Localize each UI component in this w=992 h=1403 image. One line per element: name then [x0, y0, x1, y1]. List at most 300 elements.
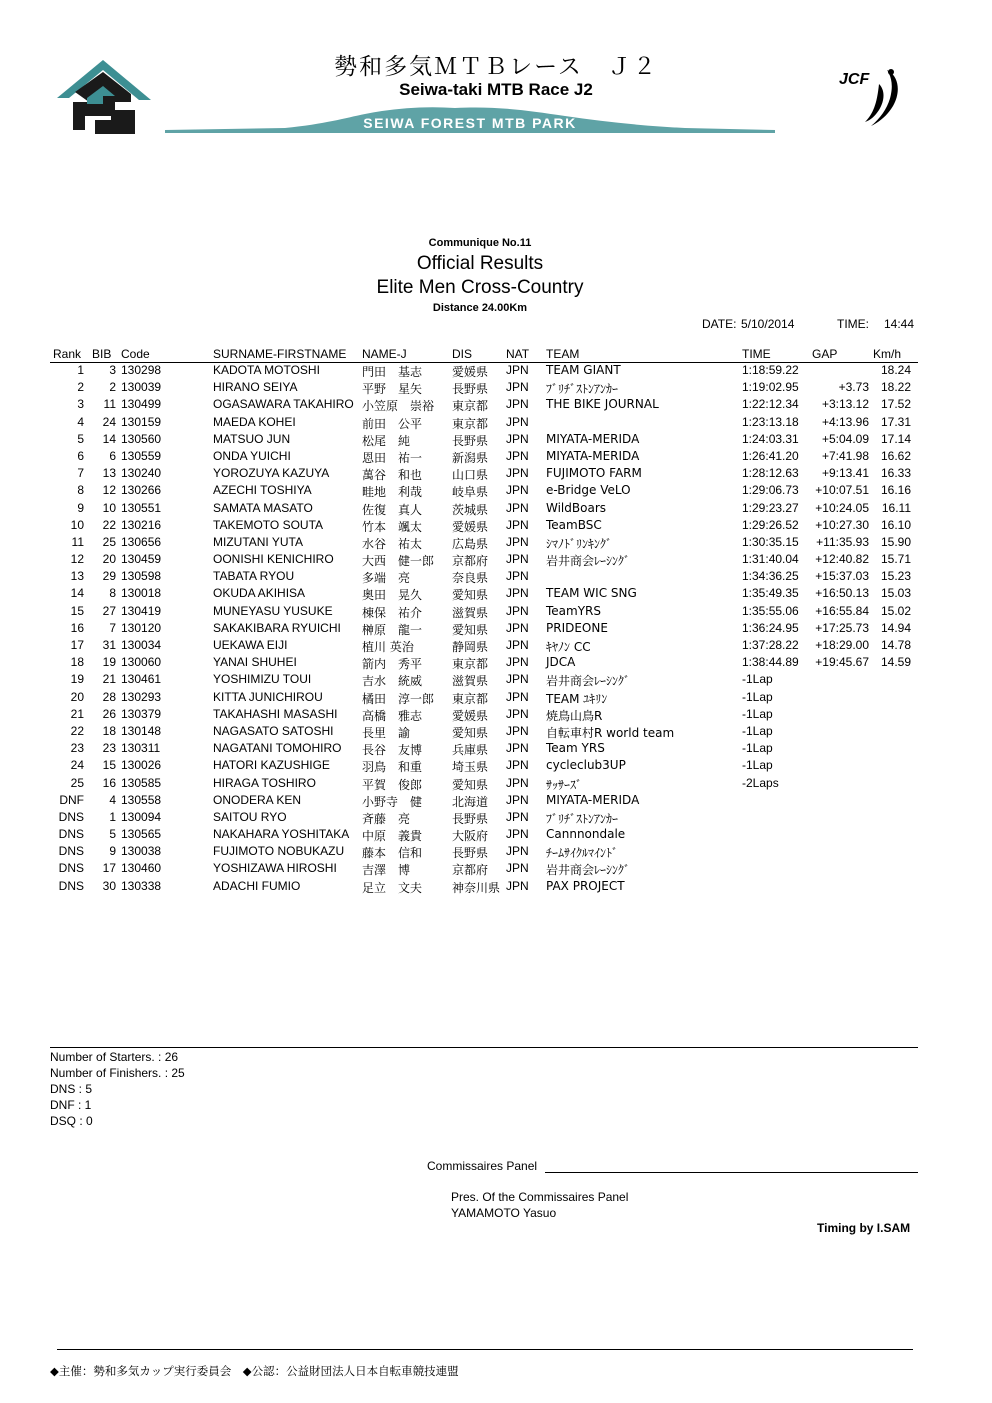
cell-time: 1:26:41.20: [742, 448, 799, 463]
table-row: [50, 776, 918, 793]
cell-team: ｻｯｻｰｽﾞ: [546, 777, 583, 792]
cell-team: ｼﾏﾉﾄﾞﾘﾝｷﾝｸﾞ: [546, 536, 613, 551]
cell-team: 岩井商会ﾚｰｼﾝｸﾞ: [546, 554, 631, 569]
mountain-banner: [165, 104, 775, 134]
cell-time: 1:29:26.52: [742, 517, 799, 532]
cell-team: e-Bridge VeLO: [546, 483, 631, 498]
cell-rank: 24: [70, 758, 84, 773]
cell-bib: 15: [102, 758, 116, 773]
cell-team: JDCA: [546, 655, 576, 670]
cell-name-j: 植川 英治: [362, 640, 414, 654]
cell-time: 1:29:23.27: [742, 500, 799, 515]
table-row: [50, 397, 918, 414]
cell-name: MIZUTANI YUTA: [213, 534, 303, 549]
cell-time: 1:19:02.95: [742, 380, 799, 395]
cell-dis: 京都府: [452, 554, 489, 569]
cell-code: 130148: [121, 723, 162, 738]
table-row: [50, 449, 918, 466]
cell-name: NAKAHARA YOSHITAKA: [213, 827, 350, 842]
cell-kmh: 16.11: [881, 500, 911, 515]
cell-time: 1:31:40.04: [742, 552, 799, 567]
cell-dis: 愛知県: [452, 622, 489, 637]
cell-rank: 8: [77, 483, 84, 498]
cell-dis: 大阪府: [452, 829, 489, 844]
summary-divider: [50, 1047, 918, 1048]
cell-gap: +3:13.12: [821, 397, 869, 412]
cell-rank: 4: [77, 414, 84, 429]
cell-time: -1Lap: [742, 706, 773, 721]
col-time: TIME: [742, 347, 771, 361]
cell-team: THE BIKE JOURNAL: [546, 397, 659, 412]
table-row: [50, 861, 918, 878]
cell-team: MIYATA-MERIDA: [546, 792, 640, 807]
cell-code: 130298: [121, 363, 162, 377]
cell-name: FUJIMOTO NOBUKAZU: [213, 844, 345, 859]
cell-nat: JPN: [506, 775, 529, 790]
col-name-j: NAME-J: [362, 347, 407, 361]
cell-name-j: 長谷 友博: [362, 743, 423, 758]
cell-dis: 愛媛県: [452, 365, 489, 379]
cell-code: 130034: [121, 638, 162, 652]
cell-nat: JPN: [506, 861, 529, 876]
cell-name: ONDA YUICHI: [213, 448, 291, 463]
cell-name: KITTA JUNICHIROU: [213, 689, 323, 704]
cell-bib: 16: [102, 775, 116, 790]
cell-team: 岩井商会ﾚｰｼﾝｸﾞ: [546, 863, 631, 878]
cell-code: 130419: [121, 603, 162, 618]
cell-code: 130551: [121, 500, 162, 515]
cell-team: FUJIMOTO FARM: [546, 466, 642, 481]
cell-code: 130499: [121, 397, 162, 412]
cell-bib: 5: [109, 827, 116, 842]
cell-time: 1:35:49.35: [742, 586, 799, 601]
cell-dis: 茨城県: [452, 502, 489, 517]
table-row: [50, 724, 918, 741]
starters-count: Number of Starters. : 26: [50, 1050, 179, 1064]
cell-nat: JPN: [506, 809, 529, 824]
cell-time: 1:18:59.22: [742, 363, 799, 377]
cell-team: Team YRS: [546, 741, 605, 756]
cell-name-j: 平野 星矢: [362, 382, 423, 397]
cell-nat: JPN: [506, 500, 529, 515]
cell-bib: 1: [109, 809, 116, 824]
cell-name: NAGATANI TOMOHIRO: [213, 741, 342, 756]
cell-code: 130094: [121, 809, 162, 824]
table-row: [50, 552, 918, 569]
cell-name-j: 橘田 淳一郎: [362, 691, 435, 706]
cell-rank: 18: [70, 655, 84, 670]
cell-name-j: 高橋 雅志: [362, 708, 423, 723]
cell-gap: +16:50.13: [815, 586, 869, 601]
cell-gap: +12:40.82: [815, 552, 869, 567]
cell-time: 1:29:06.73: [742, 483, 799, 498]
cell-gap: +7:41.98: [821, 448, 869, 463]
cell-name: OONISHI KENICHIRO: [213, 552, 334, 567]
commissaires-panel-label: Commissaires Panel: [427, 1159, 538, 1173]
cell-kmh: 16.33: [880, 466, 911, 481]
finishers-count: Number of Finishers. : 25: [50, 1066, 185, 1080]
cell-name-j: 小笠原 崇裕: [362, 399, 435, 414]
cell-code: 130026: [121, 758, 162, 773]
cell-team: TEAM WIC SNG: [546, 586, 637, 601]
cell-name: SAITOU RYO: [213, 809, 287, 824]
cell-name: AZECHI TOSHIYA: [213, 483, 312, 498]
cell-nat: JPN: [506, 586, 529, 601]
cell-team: WildBoars: [546, 500, 606, 515]
cell-dis: 岐阜県: [452, 485, 489, 500]
cell-team: 焼鳥山鳥R: [546, 708, 603, 723]
cell-rank: 15: [70, 603, 84, 618]
cell-name: YANAI SHUHEI: [213, 655, 297, 670]
cell-team: PAX PROJECT: [546, 878, 625, 893]
cell-dis: 長野県: [452, 433, 489, 448]
cell-bib: 14: [102, 431, 116, 446]
table-row: [50, 483, 918, 500]
cell-bib: 12: [102, 483, 116, 498]
cell-rank: DNF: [59, 792, 84, 807]
cell-time: 1:36:24.95: [742, 620, 799, 635]
cell-nat: JPN: [506, 483, 529, 498]
cell-name-j: 吉澤 博: [362, 863, 411, 878]
cell-dis: 長野県: [452, 811, 489, 826]
cell-name: TABATA RYOU: [213, 569, 295, 584]
cell-bib: 4: [109, 792, 116, 807]
president-name: YAMAMOTO Yasuo: [451, 1206, 557, 1220]
footer-divider: [57, 1349, 913, 1350]
cell-time: -1Lap: [742, 689, 773, 704]
cell-name-j: 斉藤 亮: [362, 811, 411, 826]
cell-rank: DNS: [58, 827, 84, 842]
cell-kmh: 17.14: [880, 431, 911, 446]
cell-rank: 14: [70, 586, 84, 601]
table-row: [50, 586, 918, 603]
table-row: [50, 604, 918, 621]
table-header: [50, 347, 918, 363]
cell-bib: 2: [109, 380, 116, 395]
cell-kmh: 14.78: [880, 638, 911, 652]
cell-kmh: 15.23: [880, 569, 911, 584]
cell-name-j: 松尾 純: [362, 433, 411, 448]
cell-bib: 18: [102, 723, 116, 738]
cell-gap: +10:27.30: [815, 517, 869, 532]
cell-name-j: 門田 基志: [362, 365, 423, 379]
cell-name-j: 佐復 真人: [362, 502, 423, 517]
cell-gap: +11:35.93: [816, 534, 869, 549]
col-rank: Rank: [53, 347, 82, 361]
cell-nat: JPN: [506, 638, 529, 652]
cell-nat: JPN: [506, 758, 529, 773]
cell-dis: 滋賀県: [452, 674, 489, 689]
cell-dis: 愛媛県: [452, 519, 489, 534]
cell-name-j: 畦地 利哉: [362, 485, 423, 500]
cell-team: TeamBSC: [546, 517, 602, 532]
cell-nat: JPN: [506, 723, 529, 738]
cell-time: 1:34:36.25: [742, 569, 799, 584]
cell-name-j: 奥田 晃久: [362, 588, 423, 603]
cell-team: ﾌﾞﾘﾁﾞｽﾄﾝｱﾝｶｰ: [546, 382, 619, 397]
cell-team: ﾌﾞﾘﾁﾞｽﾄﾝｱﾝｶｰ: [546, 811, 619, 826]
cell-nat: JPN: [506, 466, 529, 481]
cell-rank: 2: [77, 380, 84, 395]
cell-time: 1:30:35.15: [742, 534, 799, 549]
race-distance: Distance 24.00Km: [432, 302, 528, 314]
event-title-en: Seiwa-taki MTB Race J2: [399, 80, 593, 99]
col-nat: NAT: [506, 347, 530, 361]
jcf-logo-text: JCF: [839, 71, 870, 88]
cell-dis: 長野県: [452, 846, 489, 861]
table-row: [50, 879, 918, 896]
cell-name: OGASAWARA TAKAHIRO: [213, 397, 354, 412]
cell-nat: JPN: [506, 534, 529, 549]
cell-time: 1:37:28.22: [742, 638, 799, 652]
cell-name-j: 羽鳥 和重: [362, 760, 423, 775]
cell-name: MUNEYASU YUSUKE: [213, 603, 333, 618]
table-row: [50, 638, 918, 655]
cell-team: TEAM ﾕｷﾘﾝ: [546, 691, 608, 706]
cell-nat: JPN: [506, 363, 529, 377]
cell-gap: +19:45.67: [815, 655, 869, 670]
cell-rank: 23: [70, 741, 84, 756]
president-label: Pres. Of the Commissaires Panel: [451, 1190, 629, 1204]
cell-bib: 22: [102, 517, 116, 532]
cell-code: 130461: [121, 672, 162, 687]
cell-bib: 3: [109, 363, 116, 377]
cell-bib: 27: [102, 603, 116, 618]
cell-team: MIYATA-MERIDA: [546, 448, 640, 463]
col-team: TEAM: [546, 347, 580, 361]
table-row: [50, 380, 918, 397]
banner-text: SEIWA FOREST MTB PARK: [363, 115, 577, 131]
cell-dis: 兵庫県: [452, 743, 489, 758]
cell-dis: 長野県: [452, 382, 489, 397]
cell-name: HIRAGA TOSHIRO: [213, 775, 316, 790]
cell-time: 1:23:13.18: [742, 414, 799, 429]
cell-gap: +16:55.84: [815, 603, 869, 618]
cell-name: TAKAHASHI MASASHI: [213, 706, 338, 721]
cell-rank: 6: [77, 448, 84, 463]
cell-code: 130598: [121, 569, 162, 584]
cell-nat: JPN: [506, 380, 529, 395]
race-category: Elite Men Cross-Country: [376, 277, 584, 298]
cell-nat: JPN: [506, 397, 529, 412]
cell-kmh: 15.71: [880, 552, 911, 567]
col-gap: GAP: [812, 347, 838, 361]
cell-name: HATORI KAZUSHIGE: [213, 758, 330, 773]
cell-nat: JPN: [506, 569, 529, 584]
cell-name: SAMATA MASATO: [213, 500, 313, 515]
cell-nat: JPN: [506, 706, 529, 721]
cell-name-j: 恩田 祐一: [362, 450, 423, 465]
cell-bib: 17: [102, 861, 116, 876]
cell-nat: JPN: [506, 878, 529, 893]
cell-bib: 6: [109, 448, 116, 463]
cell-rank: DNS: [58, 861, 84, 876]
table-row: [50, 690, 918, 707]
cell-name: KADOTA MOTOSHI: [213, 363, 320, 377]
cell-name: YOSHIMIZU TOUI: [213, 672, 312, 687]
cell-code: 130460: [121, 861, 162, 876]
cell-nat: JPN: [506, 431, 529, 446]
cell-kmh: 16.16: [880, 483, 911, 498]
cell-team: ﾁｰﾑｻｲｸﾙﾏｲﾝﾄﾞ: [546, 846, 619, 861]
cell-nat: JPN: [506, 792, 529, 807]
cell-bib: 25: [102, 534, 116, 549]
cell-name-j: 大西 健一郎: [362, 554, 435, 569]
table-row: [50, 363, 918, 380]
cell-time: -1Lap: [742, 723, 773, 738]
cell-bib: 20: [102, 552, 116, 567]
cell-name-j: 足立 文夫: [362, 880, 423, 895]
cell-name: OKUDA AKIHISA: [213, 586, 306, 601]
cell-rank: 10: [70, 517, 84, 532]
cell-bib: 29: [102, 569, 116, 584]
cell-rank: 19: [70, 672, 84, 687]
col-code: Code: [121, 347, 150, 361]
cell-kmh: 18.22: [880, 380, 911, 395]
cell-time: 1:28:12.63: [742, 466, 799, 481]
cell-kmh: 14.59: [880, 655, 911, 670]
cell-rank: 7: [77, 466, 84, 481]
table-row: [50, 741, 918, 758]
cell-dis: 埼玉県: [452, 760, 489, 775]
cell-kmh: 17.52: [880, 397, 911, 412]
cell-time: 1:24:03.31: [742, 431, 799, 446]
cell-time: 1:35:55.06: [742, 603, 799, 618]
cell-nat: JPN: [506, 844, 529, 859]
cell-rank: 12: [70, 552, 84, 567]
cell-team: 自転車村R world team: [546, 725, 675, 740]
cell-dis: 愛媛県: [452, 708, 489, 723]
cell-bib: 11: [103, 397, 116, 412]
cell-code: 130656: [121, 534, 162, 549]
timing-credit: Timing by I.SAM: [817, 1221, 911, 1235]
cell-code: 130559: [121, 448, 162, 463]
cell-time: -1Lap: [742, 758, 773, 773]
cell-code: 130558: [121, 792, 162, 807]
cell-name-j: 棟保 祐介: [362, 605, 423, 620]
table-row: [50, 844, 918, 861]
table-row: [50, 793, 918, 810]
cell-bib: 9: [109, 844, 116, 859]
cell-code: 130311: [121, 741, 161, 756]
cell-name: TAKEMOTO SOUTA: [213, 517, 324, 532]
cell-name-j: 多端 亮: [362, 571, 411, 586]
cell-team: cycleclub3UP: [546, 758, 626, 773]
cell-name: ONODERA KEN: [213, 792, 302, 807]
dsq-count: DSQ : 0: [50, 1114, 93, 1128]
cell-nat: JPN: [506, 414, 529, 429]
cell-nat: JPN: [506, 655, 529, 670]
cell-dis: 奈良県: [452, 571, 489, 586]
cell-rank: DNS: [58, 809, 84, 824]
cell-gap: +4:13.96: [821, 414, 869, 429]
cell-code: 130560: [121, 431, 162, 446]
cell-code: 130379: [121, 706, 162, 721]
cell-rank: 13: [70, 569, 84, 584]
col-dis: DIS: [452, 347, 473, 361]
cell-bib: 21: [102, 672, 116, 687]
cell-name: YOROZUYA KAZUYA: [213, 466, 330, 481]
table-row: [50, 415, 918, 432]
cell-time: 1:22:12.34: [742, 397, 799, 412]
cell-gap: +3.73: [838, 380, 869, 395]
results-table: [50, 347, 918, 896]
cell-bib: 28: [102, 689, 116, 704]
cell-code: 130240: [121, 466, 162, 481]
cell-dis: 広島県: [452, 536, 489, 551]
cell-kmh: 17.31: [880, 414, 911, 429]
table-row: [50, 655, 918, 672]
table-row: [50, 621, 918, 638]
cell-dis: 愛知県: [452, 777, 489, 792]
cell-code: 130216: [121, 517, 162, 532]
time-label: TIME:: [837, 317, 869, 331]
cell-bib: 26: [102, 706, 116, 721]
cell-nat: JPN: [506, 448, 529, 463]
cell-gap: +10:07.51: [815, 483, 869, 498]
cell-name-j: 中原 義貴: [362, 829, 423, 844]
cell-nat: JPN: [506, 517, 529, 532]
cell-bib: 8: [109, 586, 116, 601]
results-title: Official Results: [416, 253, 544, 274]
cell-dis: 愛知県: [452, 725, 489, 740]
cell-time: -1Lap: [742, 741, 773, 756]
cell-name-j: 水谷 祐太: [362, 536, 423, 551]
cell-name-j: 榊原 龍一: [362, 622, 423, 637]
cell-name-j: 竹本 颯太: [362, 519, 423, 534]
cell-name: MAEDA KOHEI: [213, 414, 296, 429]
cell-rank: 9: [77, 500, 84, 515]
event-title-jp: 勢和多気ＭＴＢレース Ｊ２: [334, 54, 658, 80]
cell-bib: 10: [102, 500, 116, 515]
cell-rank: 3: [77, 397, 84, 412]
table-row: [50, 432, 918, 449]
col-name: SURNAME-FIRSTNAME: [213, 347, 347, 361]
cell-kmh: 15.90: [880, 534, 911, 549]
cell-name: UEKAWA EIJI: [213, 638, 288, 652]
cell-code: 130565: [121, 827, 162, 842]
cell-nat: JPN: [506, 603, 529, 618]
cell-code: 130585: [121, 775, 162, 790]
cell-gap: +5:04.09: [821, 431, 869, 446]
table-row: [50, 707, 918, 724]
cell-nat: JPN: [506, 741, 529, 756]
cell-dis: 新潟県: [452, 450, 489, 465]
cell-nat: JPN: [506, 827, 529, 842]
cell-rank: 25: [70, 775, 84, 790]
cell-bib: 24: [102, 414, 116, 429]
cell-name-j: 前田 公平: [362, 416, 423, 431]
cell-rank: 1: [77, 363, 84, 377]
jcf-logo: [835, 62, 905, 130]
cell-team: 岩井商会ﾚｰｼﾝｸﾞ: [546, 674, 631, 689]
cell-time: -2Laps: [742, 775, 779, 790]
cell-name: SAKAKIBARA RYUICHI: [213, 620, 341, 635]
cell-rank: 22: [70, 723, 84, 738]
cell-code: 130338: [121, 878, 162, 893]
cell-dis: 静岡県: [452, 640, 489, 654]
cell-team: TeamYRS: [546, 603, 602, 618]
cell-kmh: 16.10: [880, 517, 911, 532]
cell-name: HIRANO SEIYA: [213, 380, 298, 395]
cell-gap: +9:13.41: [821, 466, 869, 481]
cell-code: 130060: [121, 655, 162, 670]
cell-rank: 20: [70, 689, 84, 704]
cell-dis: 山口県: [452, 468, 489, 483]
cell-nat: JPN: [506, 552, 529, 567]
cell-dis: 東京都: [452, 691, 489, 706]
footer-organizer: ◆主催：勢和多気カップ実行委員会 ◆公認：公益財団法人日本自転車競技連盟: [50, 1364, 459, 1378]
